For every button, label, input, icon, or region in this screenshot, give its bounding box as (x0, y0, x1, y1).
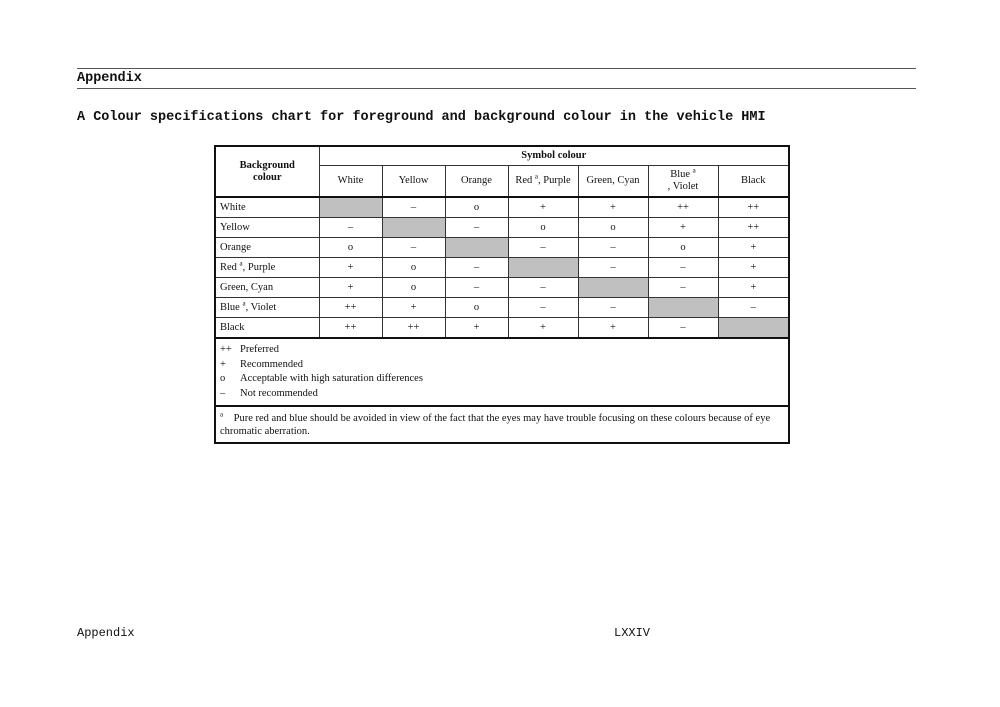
rating-cell: o (445, 197, 508, 218)
rating-cell: o (319, 238, 382, 258)
same-colour-cell (718, 318, 789, 339)
legend-text: Acceptable with high saturation differences (240, 373, 423, 384)
rating-cell: – (578, 238, 648, 258)
same-colour-cell (508, 258, 578, 278)
label-main: Black (220, 321, 245, 333)
footer-page-number: LXXIV (614, 626, 651, 640)
rating-cell: – (382, 238, 445, 258)
same-colour-cell (445, 238, 508, 258)
rating-cell: o (648, 238, 718, 258)
column-header (319, 166, 382, 198)
label-main: Red (515, 175, 535, 186)
row-label (215, 258, 319, 278)
rating-cell: – (382, 197, 445, 218)
label-main: Blue (220, 301, 243, 313)
rating-cell: – (648, 278, 718, 298)
rating-cell: – (445, 278, 508, 298)
column-header (718, 166, 789, 198)
rating-cell: + (578, 318, 648, 339)
bg-header-line2: colour (252, 171, 282, 183)
table-body (215, 197, 789, 338)
table-row (215, 298, 789, 318)
rating-cell: – (445, 218, 508, 238)
label-main: Yellow (220, 221, 250, 233)
rating-cell: o (578, 218, 648, 238)
footnote-ref: a (534, 172, 538, 181)
header-rule-bottom (77, 88, 916, 89)
row-label (215, 278, 319, 298)
rating-cell: + (718, 278, 789, 298)
same-colour-cell (382, 218, 445, 238)
rating-cell: – (508, 238, 578, 258)
legend-symbol: o (220, 373, 226, 384)
header-rule-top (77, 68, 916, 69)
bg-header-line1: Background (239, 159, 295, 171)
table-row (215, 278, 789, 298)
rating-cell: + (508, 197, 578, 218)
legend-text: Preferred (240, 344, 280, 355)
label-main: Green, Cyan (586, 175, 640, 186)
row-label (215, 298, 319, 318)
legend-item (220, 343, 785, 358)
legend-item (220, 387, 785, 402)
rating-cell: + (319, 278, 382, 298)
legend (215, 338, 789, 406)
footnote-marker: a (220, 410, 224, 419)
same-colour-cell (319, 197, 382, 218)
rating-cell: + (445, 318, 508, 339)
label-main: Black (741, 175, 766, 186)
legend-text: Recommended (240, 358, 303, 370)
rating-cell: + (718, 258, 789, 278)
footnote-ref: a (239, 259, 243, 267)
rating-cell: ++ (718, 197, 789, 218)
rating-cell: – (578, 298, 648, 318)
rating-cell: + (718, 238, 789, 258)
rating-cell: – (578, 258, 648, 278)
footnote-text: Pure red and blue should be avoided in view of the fact that the eyes may have trouble focusing on these colours because of eye chromatic aberration. (220, 413, 771, 437)
row-label (215, 318, 319, 339)
column-header (648, 166, 718, 198)
table-row (215, 238, 789, 258)
same-colour-cell (648, 298, 718, 318)
footnote-ref: a (692, 166, 696, 175)
rating-cell: ++ (382, 318, 445, 339)
rating-cell: ++ (718, 218, 789, 238)
legend-symbol: – (220, 387, 226, 399)
rating-cell: – (445, 258, 508, 278)
rating-cell: + (382, 298, 445, 318)
label-main: Green, Cyan (220, 281, 274, 293)
background-colour-header (215, 146, 319, 197)
same-colour-cell (578, 278, 648, 298)
footnote-ref: a (242, 299, 246, 307)
symbol-colour-header: Symbol colour (319, 146, 789, 166)
rating-cell: ++ (319, 318, 382, 339)
page-header-title: Appendix (77, 71, 142, 86)
table-row (215, 318, 789, 339)
rating-cell: – (648, 318, 718, 339)
label-rest: , Violet (667, 181, 699, 192)
label-main: Blue (670, 169, 693, 180)
rating-cell: + (648, 218, 718, 238)
row-label (215, 218, 319, 238)
footer-section-label: Appendix (77, 626, 135, 640)
rating-cell: o (382, 258, 445, 278)
rating-cell: o (445, 298, 508, 318)
label-rest: , Purple (242, 261, 276, 273)
label-main: Yellow (398, 175, 429, 186)
legend-symbol: + (220, 358, 226, 370)
legend-symbol: ++ (220, 344, 232, 355)
rating-cell: ++ (319, 298, 382, 318)
legend-item (220, 372, 785, 387)
column-header (382, 166, 445, 198)
column-header (578, 166, 648, 198)
table-row (215, 218, 789, 238)
rating-cell: – (718, 298, 789, 318)
label-rest: , Purple (537, 175, 571, 186)
colour-spec-table (214, 145, 788, 444)
rating-cell: – (648, 258, 718, 278)
section-heading: A Colour specifications chart for foreground and background colour in the vehicle HMI (77, 110, 766, 125)
rating-cell: – (319, 218, 382, 238)
column-header (508, 166, 578, 198)
legend-item (220, 358, 785, 373)
label-main: Orange (461, 175, 492, 186)
label-main: Orange (220, 241, 251, 253)
spec-table (214, 145, 790, 444)
rating-cell: + (508, 318, 578, 339)
label-main: White (220, 201, 246, 213)
rating-cell: – (508, 298, 578, 318)
footnote (215, 406, 789, 443)
column-header (445, 166, 508, 198)
table-row (215, 197, 789, 218)
rating-cell: – (508, 278, 578, 298)
label-main: Red (220, 261, 240, 273)
label-main: White (337, 175, 364, 186)
table-row (215, 258, 789, 278)
rating-cell: o (508, 218, 578, 238)
rating-cell: o (382, 278, 445, 298)
row-label (215, 197, 319, 218)
rating-cell: + (319, 258, 382, 278)
legend-text: Not recommended (240, 387, 318, 399)
rating-cell: + (578, 197, 648, 218)
rating-cell: ++ (648, 197, 718, 218)
row-label (215, 238, 319, 258)
label-rest: , Violet (245, 301, 277, 313)
